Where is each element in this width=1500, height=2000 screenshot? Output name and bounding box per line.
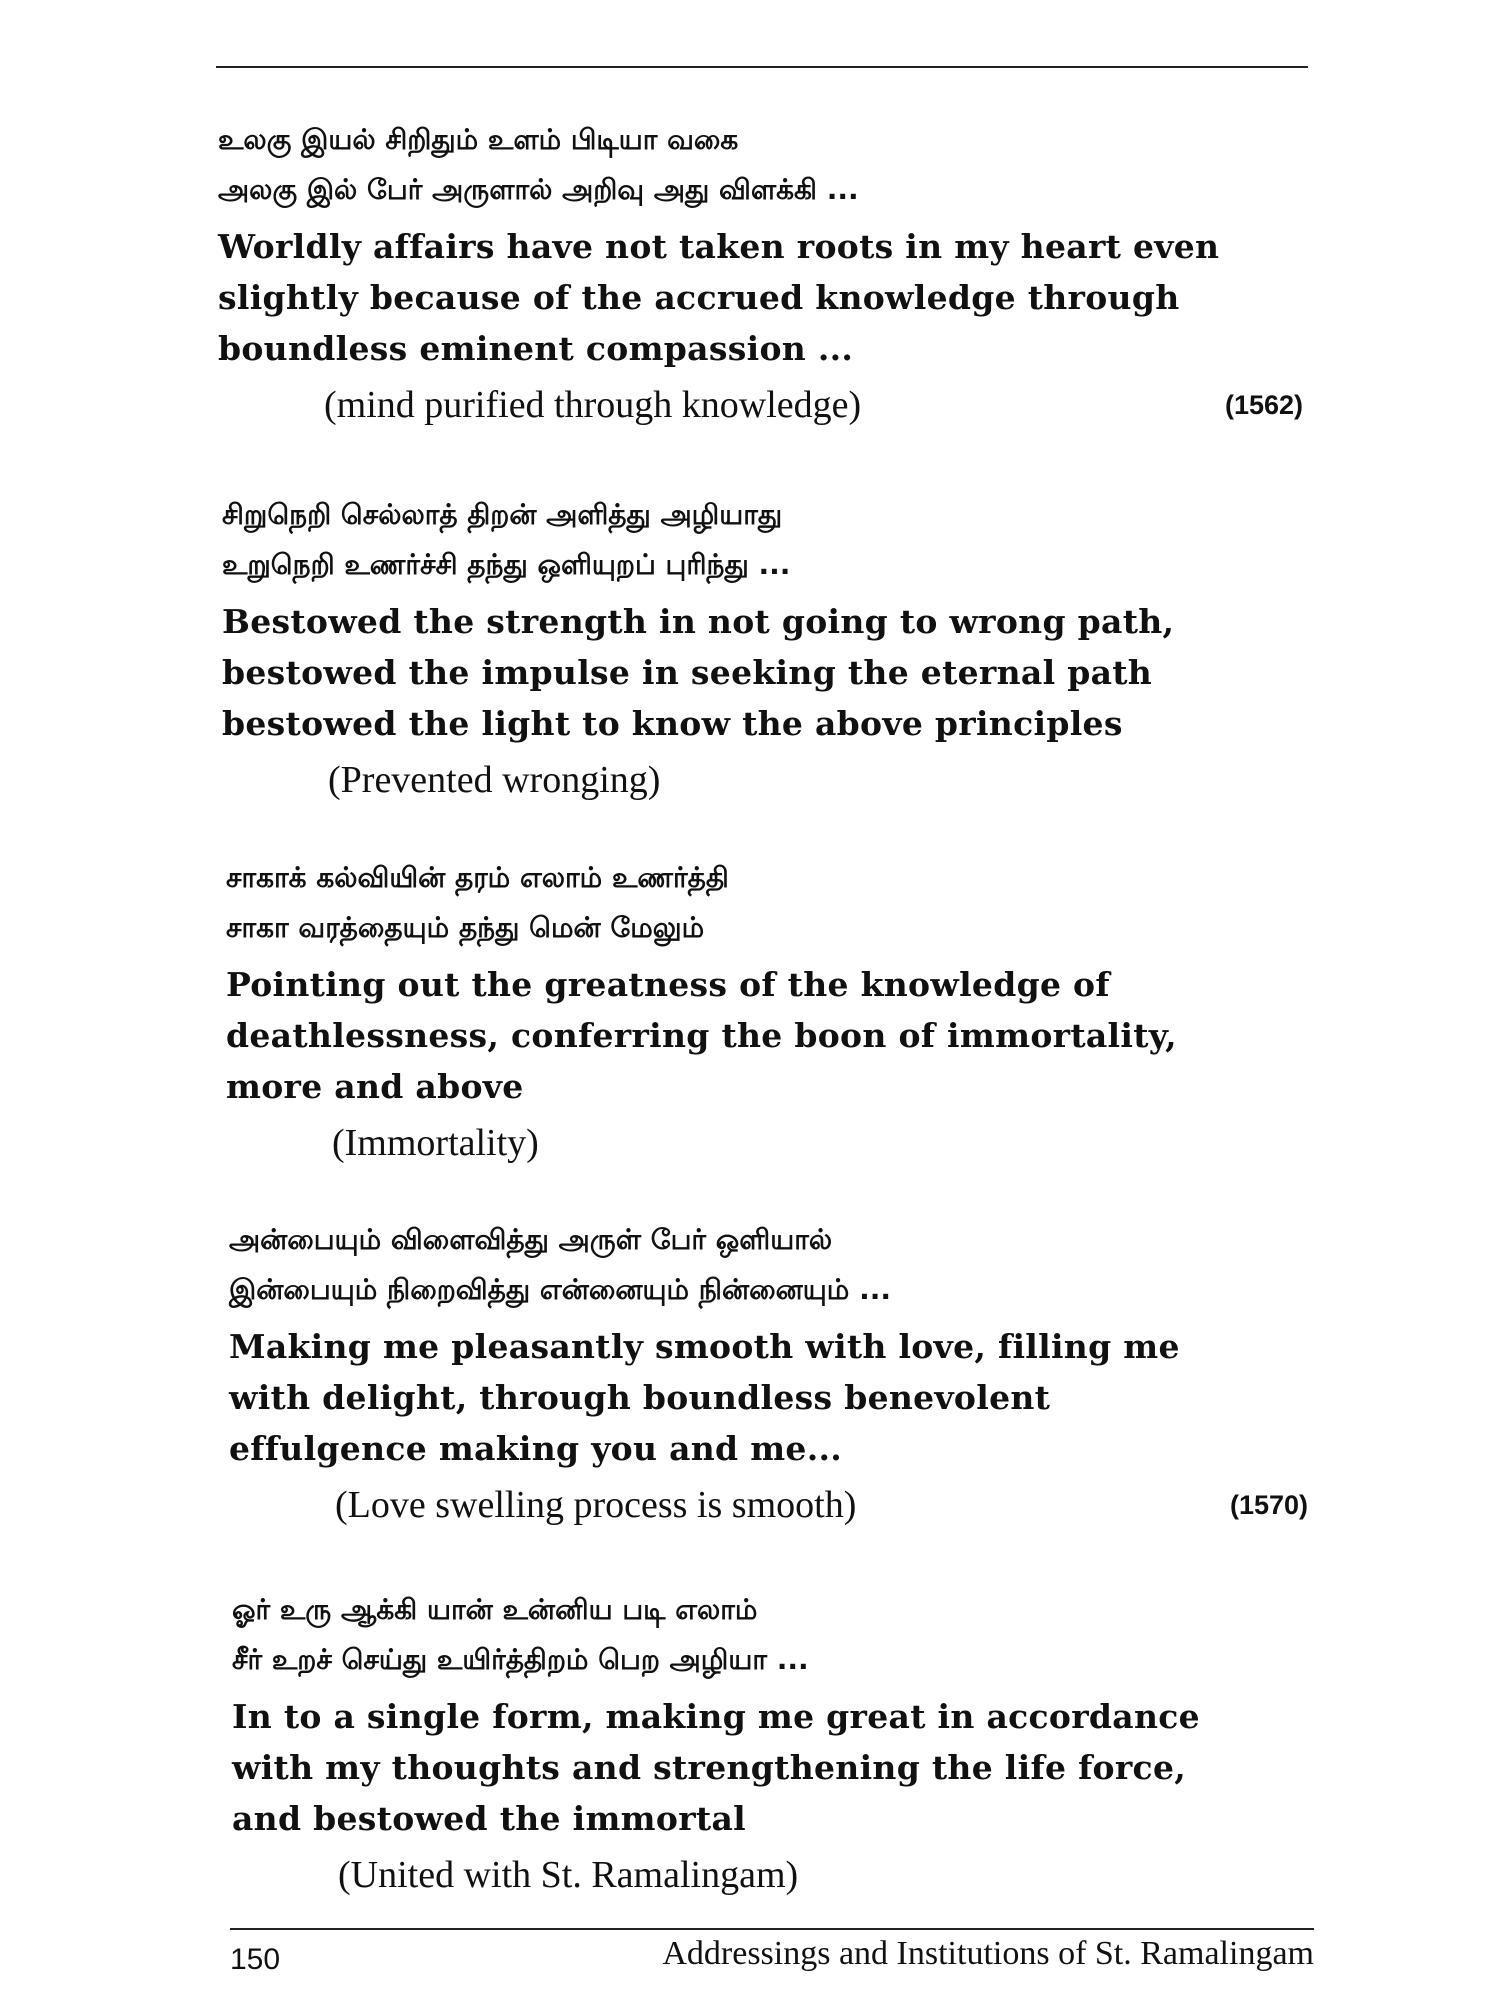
english-line: Worldly affairs have not taken roots in my heart even: [218, 227, 1220, 266]
english-line: slightly because of the accrued knowledge through: [218, 278, 1180, 317]
english-line: Pointing out the greatness of the knowledge of: [226, 965, 1110, 1004]
english-line: bestowed the light to know the above principles: [222, 704, 1123, 743]
stanza-immortality: [0, 853, 1500, 1170]
stanza-caption: (Love swelling process is smooth): [335, 1484, 857, 1526]
stanza-caption: (mind purified through knowledge): [324, 384, 862, 426]
tamil-verse-line: அன்பையும் விளைவித்து அருள் பேர் ஒளியால்: [229, 1223, 833, 1256]
english-translation: [229, 1321, 1500, 1474]
tamil-verse-line: இன்பையும் நிறைவித்து என்னையும் நின்னையும் ...: [229, 1273, 891, 1306]
tamil-verse-line: ஓர் உரு ஆக்கி யான் உன்னிய படி எலாம்: [232, 1593, 758, 1626]
stanza-1562: [0, 115, 1500, 432]
english-line: effulgence making you and me...: [229, 1429, 843, 1468]
tamil-verse-line: சிறுநெறி செல்லாத் திறன் அளித்து அழியாது: [222, 498, 783, 531]
verse-number: (1562): [1225, 390, 1304, 420]
stanza-united: [0, 1585, 1500, 1902]
stanza-1570: [0, 1215, 1500, 1532]
english-line: more and above: [226, 1067, 524, 1106]
tamil-verse-line: சாகாக் கல்வியின் தரம் எலாம் உணர்த்தி: [226, 861, 729, 894]
english-line: boundless eminent compassion ...: [218, 329, 854, 368]
stanza-caption: (Immortality): [332, 1122, 539, 1164]
header-rule: [216, 66, 1308, 68]
tamil-verse-line: அலகு இல் பேர் அருளால் அறிவு அது விளக்கி ...: [218, 173, 859, 206]
english-line: deathlessness, conferring the boon of immortality,: [226, 1016, 1177, 1055]
english-translation: [232, 1691, 1500, 1844]
english-line: bestowed the impulse in seeking the eternal path: [222, 653, 1153, 692]
tamil-verse-line: சீர் உறச் செய்து உயிர்த்திறம் பெற அழியா ...: [232, 1643, 809, 1676]
english-line: with delight, through boundless benevolent: [229, 1378, 1051, 1417]
tamil-verse-line: உலகு இயல் சிறிதும் உளம் பிடியா வகை: [218, 123, 739, 156]
english-translation: [226, 959, 1500, 1112]
stanza-caption: (Prevented wronging): [328, 759, 661, 801]
stanza-prevented-wronging: [0, 490, 1500, 807]
running-footer-title: Addressings and Institutions of St. Ramalingam: [662, 1935, 1314, 1972]
english-line: In to a single form, making me great in accordance: [232, 1697, 1200, 1736]
tamil-verse-line: சாகா வரத்தையும் தந்து மென் மேலும்: [226, 911, 705, 944]
verse-number: (1570): [1230, 1490, 1309, 1520]
english-line: Making me pleasantly smooth with love, filling me: [229, 1327, 1180, 1366]
english-line: Bestowed the strength in not going to wrong path,: [222, 602, 1175, 641]
page-number: 150: [230, 1943, 281, 1976]
stanza-caption: (United with St. Ramalingam): [338, 1854, 799, 1896]
tamil-verse-line: உறுநெறி உணர்ச்சி தந்து ஒளியுறப் புரிந்து ...: [222, 548, 791, 581]
english-translation: [218, 221, 1500, 374]
english-translation: [222, 596, 1500, 749]
english-line: and bestowed the immortal: [232, 1799, 746, 1838]
footer-rule: [230, 1928, 1314, 1930]
english-line: with my thoughts and strengthening the life force,: [232, 1748, 1187, 1787]
